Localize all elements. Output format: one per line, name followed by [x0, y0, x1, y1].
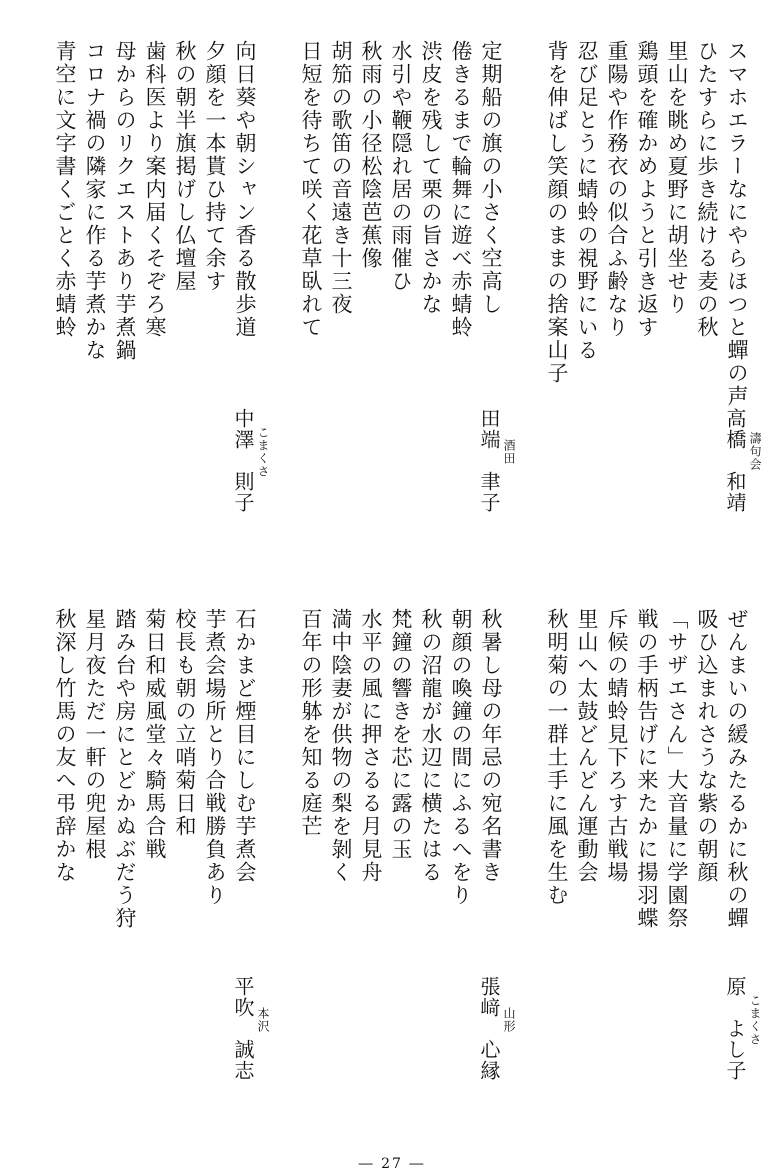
haiku-line: 秋雨の小径松陰芭蕉像: [359, 40, 383, 270]
haiku-line: 鶏頭を確かめようと引き返す: [635, 40, 659, 339]
haiku-line: 秋深し竹馬の友へ弔辞かな: [53, 608, 77, 884]
haiku-line: 「サザエさん」大音量に学園祭: [665, 608, 689, 930]
haiku-line: 忍び足とうに蜻蛉の視野にいる: [575, 40, 599, 362]
haiku-line: 夕顔を一本貰ひ持て余す: [203, 40, 227, 293]
haiku-line: 秋の沼龍が水辺に横たはる: [419, 608, 443, 884]
haiku-line: 踏み台や房にとどかぬぶだう狩: [113, 608, 137, 930]
haiku-line: 里山を眺め夏野に胡坐せり: [665, 40, 689, 316]
haiku-line: 母からのリクエストあり芋煮鍋: [113, 40, 137, 362]
author-group: こまくさ: [256, 425, 270, 478]
haiku-line: 満中陰妻が供物の梨を剝く: [329, 608, 353, 884]
haiku-line: 芋煮会場所とり合戦勝負あり: [203, 608, 227, 907]
haiku-line: 斥候の蜻蛉見下ろす古戦場: [605, 608, 629, 884]
haiku-line: 校長も朝の立哨菊日和: [173, 608, 197, 838]
author-group: 酒田: [502, 438, 516, 465]
haiku-line: 歯科医より案内届くそぞろ寒: [143, 40, 167, 339]
haiku-line: コロナ禍の隣家に作る芋煮かな: [83, 40, 107, 362]
haiku-line: 背を伸ばし笑顔のままの捨案山子: [545, 40, 569, 385]
haiku-line: 日短を待ちて咲く花草臥れて: [299, 40, 323, 339]
haiku-line: 梵鐘の響きを芯に露の玉: [389, 608, 413, 861]
top-band: [0, 40, 784, 580]
haiku-line: 星月夜ただ一軒の兜屋根: [83, 608, 107, 861]
haiku-line: ぜんまいの緩みたるかに秋の蟬: [725, 608, 749, 930]
haiku-line: 青空に文字書くごとく赤蜻蛉: [53, 40, 77, 339]
author-group: 濤句会: [748, 432, 762, 471]
author-name: 田端 聿子: [477, 408, 501, 513]
author-name: 原 よし子: [723, 976, 747, 1081]
author-group: 本沢: [256, 1006, 270, 1033]
haiku-line: 秋明菊の一群土手に風を生む: [545, 608, 569, 907]
author-group: 山形: [502, 1006, 516, 1033]
haiku-line: 石かまど煙目にしむ芋煮会: [233, 608, 257, 884]
haiku-line: 水平の風に押さるる月見舟: [359, 608, 383, 884]
haiku-line: 菊日和威風堂々騎馬合戦: [143, 608, 167, 861]
haiku-line: 倦きるまで輪舞に遊べ赤蜻蛉: [449, 40, 473, 339]
page-number: ― 27 ―: [358, 1156, 426, 1172]
haiku-line: 百年の形躰を知る庭芒: [299, 608, 323, 838]
author-name: 張﨑 心縁: [477, 976, 501, 1081]
haiku-line: 吸ひ込まれさうな紫の朝顔: [695, 608, 719, 884]
haiku-line: スマホエラーなにやらほつと蟬の声: [725, 40, 749, 408]
haiku-line: 定期船の旗の小さく空高し: [479, 40, 503, 316]
haiku-line: 向日葵や朝シャン香る散歩道: [233, 40, 257, 339]
haiku-line: 秋暑し母の年忌の宛名書き: [479, 608, 503, 884]
haiku-line: 水引や鞭隠れ居の雨催ひ: [389, 40, 413, 293]
haiku-line: 胡笳の歌笛の音遠き十三夜: [329, 40, 353, 316]
haiku-line: 里山へ太鼓どんどん運動会: [575, 608, 599, 884]
author-name: 中澤 則子: [231, 408, 255, 513]
author-group: こまくさ: [748, 993, 762, 1046]
haiku-line: 重陽や作務衣の似合ふ齢なり: [605, 40, 629, 339]
haiku-line: ひたすらに歩き続ける麦の秋: [695, 40, 719, 339]
haiku-line: 秋の朝半旗掲げし仏壇屋: [173, 40, 197, 293]
author-name: 高橋 和靖: [723, 408, 747, 513]
haiku-line: 戦の手柄告げに来たかに揚羽蝶: [635, 608, 659, 930]
bottom-band: [0, 608, 784, 1148]
haiku-line: 渋皮を残して栗の旨さかな: [419, 40, 443, 316]
author-name: 平吹 誠志: [231, 976, 255, 1081]
haiku-line: 朝顔の喚鐘の間にふるへをり: [449, 608, 473, 907]
